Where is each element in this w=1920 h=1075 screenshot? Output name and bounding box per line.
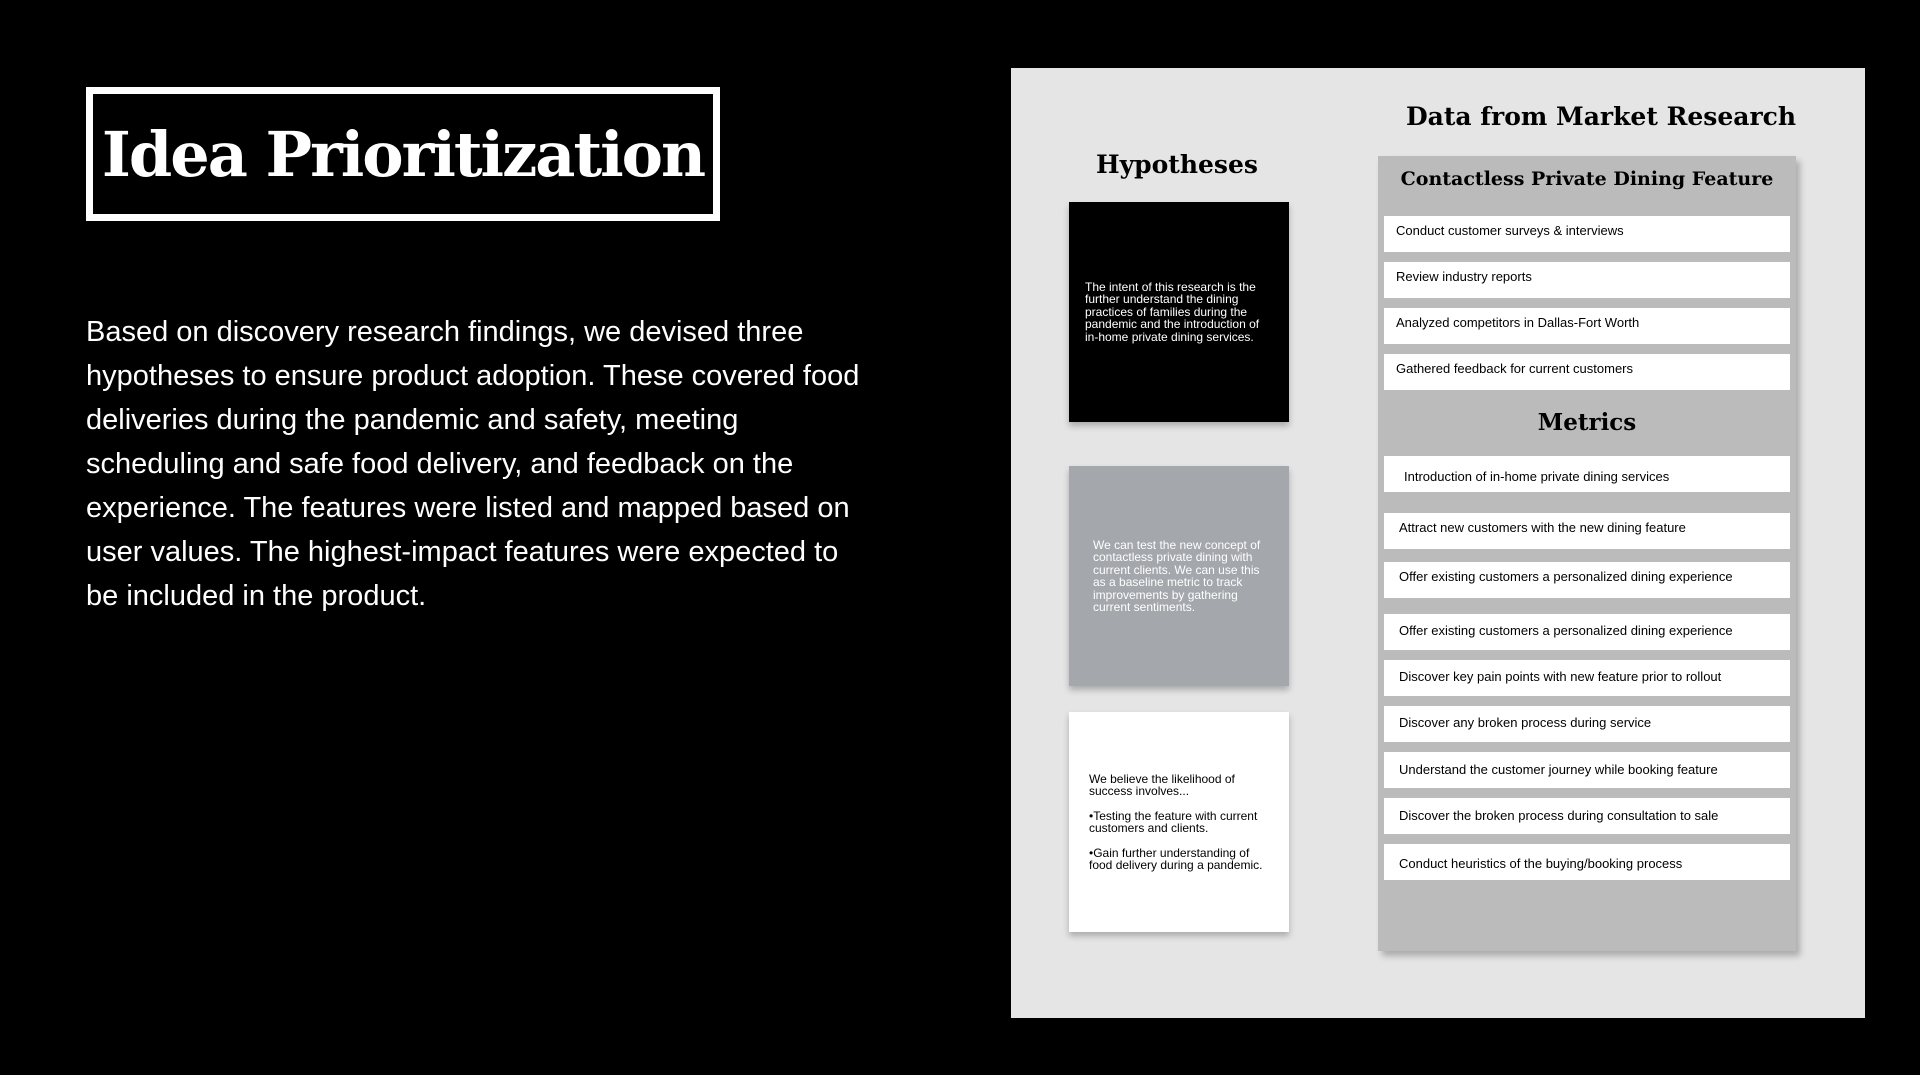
- feature-item: Gathered feedback for current customers: [1384, 354, 1790, 390]
- metric-item: Attract new customers with the new dining feature: [1384, 513, 1790, 549]
- hypothesis-card-1-text: The intent of this research is the further understand the dining practices of families during the pandemic and the introduction of in-home private dining services.: [1085, 279, 1260, 344]
- metric-item: Discover any broken process during service: [1384, 706, 1790, 742]
- hypothesis-card-3-line: We believe the likelihood of success involves...: [1089, 771, 1235, 798]
- hypothesis-card-3: [1069, 712, 1289, 932]
- hypothesis-card-1: [1069, 202, 1289, 422]
- prioritization-panel: [1011, 68, 1865, 1018]
- intro-paragraph: Based on discovery research findings, we devised three hypotheses to ensure product adoption. These covered food deliveries during the pandemic and safety, meeting scheduling and safe food delivery, and feedback on the experience. The features were listed and mapped based on user values. The highest-impact features were expected to be included in the product.: [86, 316, 860, 612]
- metric-item: Offer existing customers a personalized dining experience: [1384, 614, 1790, 650]
- hypothesis-card-3-line: •Testing the feature with current customers and clients.: [1089, 808, 1258, 835]
- metric-item: Introduction of in-home private dining services: [1384, 456, 1790, 492]
- metrics-title: Metrics: [1537, 409, 1637, 436]
- feature-title: Contactless Private Dining Feature: [1400, 168, 1774, 190]
- metric-item: Offer existing customers a personalized dining experience: [1384, 562, 1790, 598]
- metric-item: Conduct heuristics of the buying/booking process: [1384, 844, 1790, 880]
- title-box: [86, 87, 720, 221]
- page-title: Idea Prioritization: [101, 117, 705, 191]
- hypothesis-card-2: [1069, 466, 1289, 686]
- hypothesis-card-3-line: •Gain further understanding of food delivery during a pandemic.: [1089, 845, 1263, 872]
- metric-item: Understand the customer journey while booking feature: [1384, 752, 1790, 788]
- metric-item: Discover the broken process during consultation to sale: [1384, 798, 1790, 834]
- feature-item: Review industry reports: [1384, 262, 1790, 298]
- market-research-heading: Data from Market Research: [1405, 102, 1797, 131]
- market-research-column: [1378, 156, 1796, 951]
- feature-item: Conduct customer surveys & interviews: [1384, 216, 1790, 252]
- hypothesis-card-2-text: We can test the new concept of contactless private dining with current clients. We can use this as a baseline metric to track improvements by gathering current sentiments.: [1093, 537, 1261, 614]
- metric-item: Discover key pain points with new feature prior to rollout: [1384, 660, 1790, 696]
- hypotheses-heading: Hypotheses: [1096, 150, 1258, 179]
- feature-item: Analyzed competitors in Dallas-Fort Worth: [1384, 308, 1790, 344]
